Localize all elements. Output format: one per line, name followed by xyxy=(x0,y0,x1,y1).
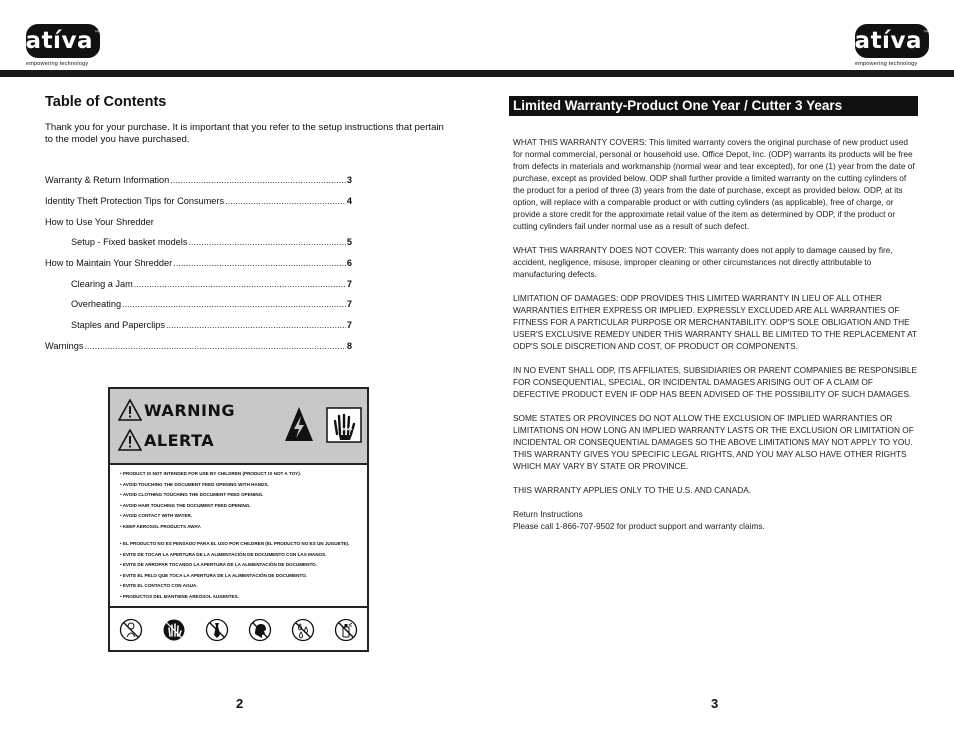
hand-hazard-icon xyxy=(326,407,362,443)
prohibition-icons xyxy=(110,611,367,649)
no-aerosol-icon xyxy=(334,618,358,642)
toc-entry-label: Warnings xyxy=(45,341,84,351)
caution-triangle-icon xyxy=(118,399,142,421)
page-number-right: 3 xyxy=(711,696,719,711)
toc-leader xyxy=(166,320,346,330)
toc-intro: Thank you for your purchase. It is important that you refer to the setup instructions that pertain to the model you have purchased. xyxy=(45,122,444,145)
warning-title-en xyxy=(118,399,235,421)
toc-leader xyxy=(84,341,345,351)
toc-entry-label: Identity Theft Protection Tips for Consumers xyxy=(45,196,225,206)
toc-leader xyxy=(122,299,346,309)
toc-entry-label: How to Use Your Shredder xyxy=(45,217,154,227)
toc-entry[interactable] xyxy=(71,320,352,330)
logo-tagline: empowering technology xyxy=(855,61,918,67)
warning-item-en: • PRODUCT IS NOT INTENDED FOR USE BY CHILDREN (PRODUCT IS NOT A TOY). xyxy=(120,471,302,476)
electrical-hazard-icon xyxy=(284,406,314,442)
warning-spacer xyxy=(120,532,360,539)
warning-header xyxy=(110,389,367,465)
toc-entry[interactable] xyxy=(45,196,352,206)
toc-entry-page: 4 xyxy=(346,196,352,206)
page-number-left: 2 xyxy=(236,696,244,711)
no-hands-icon xyxy=(162,618,186,642)
warning-item-en: • AVOID CONTACT WITH WATER. xyxy=(120,513,193,518)
toc-entry[interactable] xyxy=(45,175,352,185)
warning-title-es xyxy=(118,429,214,451)
logo-text: atíva xyxy=(25,28,93,54)
warning-item-es: • EL PRODUCTO NO ES PENSADO PARA EL USO POR CHILDREN (EL PRODUCTO NO ES UN JUGUETE). xyxy=(120,541,350,546)
toc-entry-label: Clearing a Jam xyxy=(71,279,133,289)
toc-leader xyxy=(188,237,345,247)
warning-item-es: • EVITE DE TOCAR LA APERTURA DE LA ALIMENTACIÓN DE DOCUMENTO CON LAS MANOS. xyxy=(120,551,327,557)
logo-mark xyxy=(26,24,100,58)
warning-divider xyxy=(110,606,367,608)
warranty-exclusions-paragraph: WHAT THIS WARRANTY DOES NOT COVER: This warranty does not apply to damage caused by fire, accident, negligence, misuse, improper cleaning or other circumstances not directly attributable to manufacturing defects. xyxy=(513,245,893,279)
toc-entry-label: Staples and Paperclips xyxy=(71,320,165,330)
warning-word: WARNING xyxy=(144,400,235,420)
logo-trademark: ™ xyxy=(922,29,930,37)
warranty-coverage-paragraph: WHAT THIS WARRANTY COVERS: This limited warranty covers the original purchase of new product used for normal commercial, personal or household use. Office Depot, Inc. (ODP) warrants its products will be free from defects in materials and workmanship (normal wear and tear excepted), for one (1) year from the date of purchase, except as provided below. ODP shall further provide a limited warranty on the cutting cylinders of the product for a period of three (3) years from the date of purchase, except as provided below. ODP, at its option, will replace with a comparable product or with cutting cylinders (as applicable), free of charge, or provide a store credit for the approximate retail value of the item as determined by ODP, if the product or cutting cylinders fail under normal use as a result of such defect. xyxy=(513,137,915,231)
logo-tagline: empowering technology xyxy=(26,61,89,67)
toc-entry[interactable] xyxy=(71,299,352,309)
warning-item-es: • EVITE EL PELO QUE TOCA LA APERTURA DE LA ALIMENTACIÓN DE DOCUMENTO. xyxy=(120,572,308,578)
toc-entry-label: Warranty & Return Information xyxy=(45,175,170,185)
warning-item-en: • KEEP AEROSOL PRODUCTS AWAY. xyxy=(120,523,202,529)
consequential-damages-paragraph: IN NO EVENT SHALL ODP, ITS AFFILIATES, SUBSIDIARIES OR PARENT COMPANIES BE RESPONSIBLE FOR CONSEQUENTIAL, SPECIAL, OR INCIDENTAL DAMAGES ARISING OUT OF A CLAIM OF DEFECTIVE PRODUCT EVEN IF ODP HAS BEEN ADVISED OF THE POSSIBILITY OF SUCH DAMAGES. xyxy=(513,365,918,399)
state-rights-paragraph: SOME STATES OR PROVINCES DO NOT ALLOW THE EXCLUSION OF IMPLIED WARRANTIES OR LIMITATIONS ON HOW LONG AN IMPLIED WARRANTY LASTS OR THE EXCLUSION OR LIMITATION OF INCIDENTAL OR CONSEQUENTIAL DAMAGES SO THE ABOVE LIMITATIONS MAY NOT APPLY TO YOU. THIS WARRANTY GIVES YOU SPECIFIC LEGAL RIGHTS, AND YOU MAY ALSO HAVE OTHER RIGHTS WHICH MAY VARY BY STATE OR PROVINCE. xyxy=(513,413,914,471)
toc-entry[interactable] xyxy=(45,341,352,351)
no-children-icon xyxy=(119,618,143,642)
warning-list xyxy=(120,469,360,602)
toc-entry-page: 7 xyxy=(346,320,352,330)
ativa-logo-right xyxy=(855,24,929,67)
toc-entry[interactable] xyxy=(45,258,352,268)
warning-label xyxy=(108,387,369,652)
ativa-logo-left xyxy=(26,24,100,67)
toc-entry-label: Overheating xyxy=(71,299,122,309)
toc-entry-page: 6 xyxy=(346,258,352,268)
warning-item-es: • EVITE EL CONTACTO CON AGUA. xyxy=(120,583,198,588)
toc-leader xyxy=(173,258,346,268)
warning-item-es: • EVITE DE ARROPAR TOCANDO LA APERTURA DE LA ALIMENTACIÓN DE DOCUMENTO. xyxy=(120,562,318,567)
warranty-title: Limited Warranty-Product One Year / Cutter 3 Years xyxy=(509,96,918,116)
toc-section-heading[interactable] xyxy=(45,217,352,227)
return-instructions-text: Please call 1-866-707-9502 for product support and warranty claims. xyxy=(513,521,765,531)
toc-entry-page: 3 xyxy=(346,175,352,185)
toc-entry[interactable] xyxy=(71,237,352,247)
logo-trademark: ™ xyxy=(93,29,101,37)
warranty-region-paragraph: THIS WARRANTY APPLIES ONLY TO THE U.S. AND CANADA. xyxy=(513,485,752,495)
toc-entry-page: 7 xyxy=(346,299,352,309)
toc-entry-page: 5 xyxy=(346,237,352,247)
toc-entry[interactable] xyxy=(71,279,352,289)
toc-leader xyxy=(170,175,346,185)
return-instructions-heading: Return Instructions xyxy=(513,509,583,519)
warning-item-en: • AVOID TOUCHING THE DOCUMENT FEED OPENING WITH HANDS. xyxy=(120,481,269,487)
no-water-icon xyxy=(291,618,315,642)
toc-entry-label: Setup - Fixed basket models xyxy=(71,237,188,247)
header-rule xyxy=(0,70,954,77)
warning-item-en: • AVOID CLOTHING TOUCHING THE DOCUMENT FEED OPENING. xyxy=(120,492,264,497)
toc-leader xyxy=(225,196,346,206)
logo-text: atíva xyxy=(854,28,922,54)
toc-entry-label: How to Maintain Your Shredder xyxy=(45,258,173,268)
no-tie-icon xyxy=(205,618,229,642)
toc-title: Table of Contents xyxy=(45,94,167,110)
no-hair-icon xyxy=(248,618,272,642)
warranty-body xyxy=(513,136,918,532)
toc-leader xyxy=(134,279,346,289)
toc-entry-page: 8 xyxy=(346,341,352,351)
logo-mark xyxy=(855,24,929,58)
alerta-word: ALERTA xyxy=(144,430,215,450)
limitation-of-damages-paragraph: LIMITATION OF DAMAGES: ODP PROVIDES THIS LIMITED WARRANTY IN LIEU OF ALL OTHER WARRANTIES EITHER EXPRESS OR IMPLIED. EXPRESSLY EXCLUDED ARE ALL WARRANTIES OF FITNESS FOR A PARTICULAR PURPOSE OR MERCHANTABILITY. ODP'S SOLE OBLIGATION AND THE USER'S EXCLUSIVE REMEDY UNDER THIS WARRANTY SHALL BE LIMITED TO THE REPLACEMENT AT ODP'S SOLE DISCRETION AND COST, OF PRODUCT OR COMPONENTS. xyxy=(513,293,917,351)
warning-item-es: • PRODUCTOS DEL MANTIENE AREOSOL AUSENTES. xyxy=(120,593,239,599)
warning-item-en: • AVOID HAIR TOUCHING THE DOCUMENT FEED OPENING. xyxy=(120,502,251,508)
toc-entry-page: 7 xyxy=(346,279,352,289)
caution-triangle-icon xyxy=(118,429,142,451)
